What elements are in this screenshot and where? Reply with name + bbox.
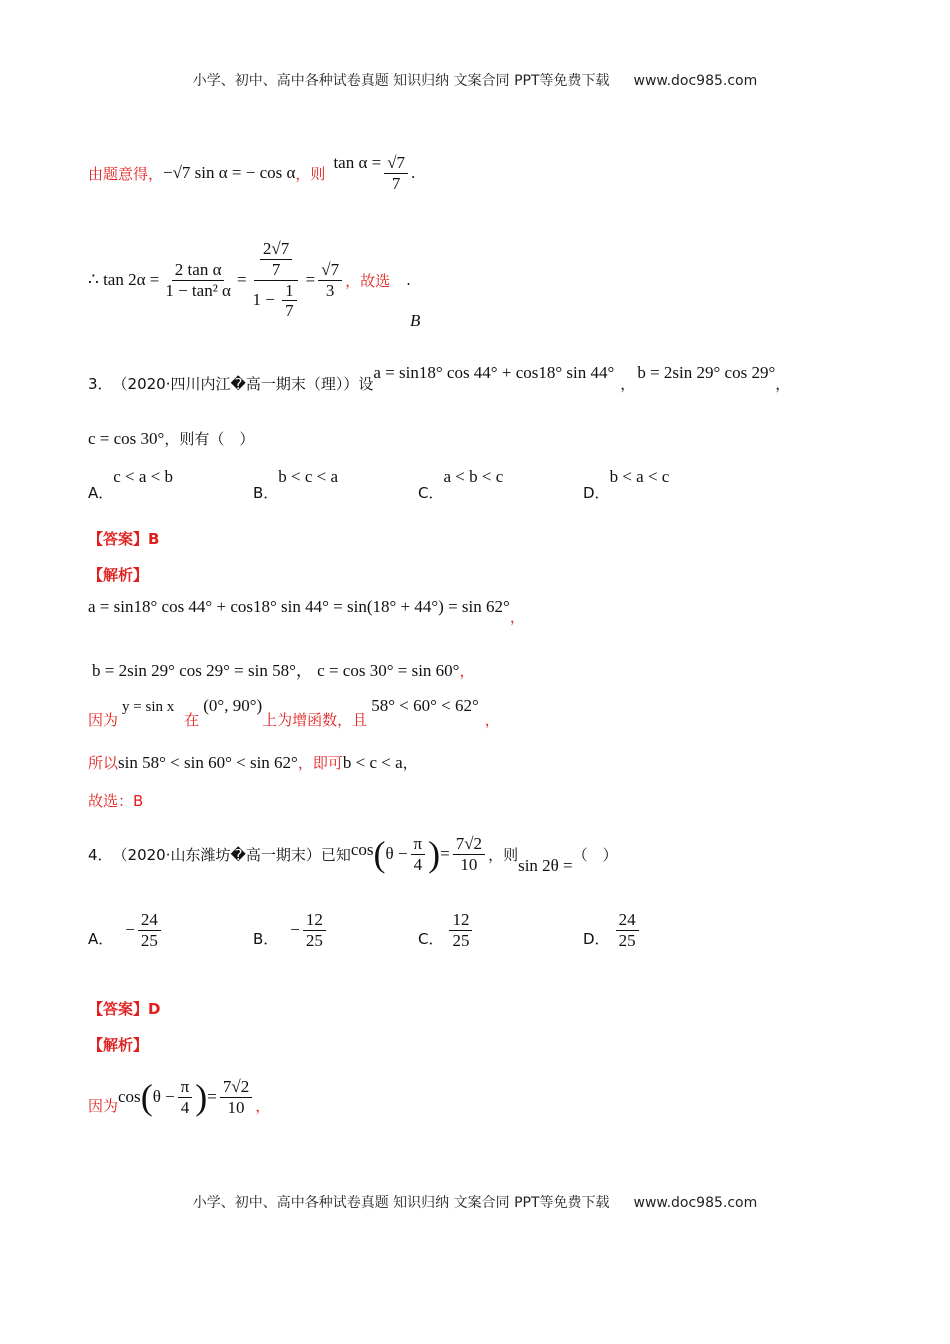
q3-step4 [88, 752, 418, 773]
q4-rhs-frac [453, 834, 485, 874]
q4-option-b[interactable] [253, 910, 329, 950]
q4-answer [88, 998, 160, 1019]
q3-answer [88, 528, 159, 549]
q3-stem-2 [88, 428, 254, 449]
q3-answer-value: B [148, 530, 160, 548]
sol2-frac-num: √7 [384, 153, 408, 174]
q4-step1-theta: θ − [152, 1087, 175, 1106]
sol2-answer: B [410, 311, 421, 330]
q4-option-d[interactable] [583, 910, 642, 950]
sol2-frac1-den: 1 − tan² α [165, 280, 231, 300]
q4-step1 [88, 1070, 270, 1124]
q3-step3 [88, 694, 500, 730]
q4-option-a[interactable] [88, 910, 164, 950]
q4-rhs-den: 10 [460, 854, 478, 874]
q3-option-b-label: B． [253, 484, 279, 502]
q3-source: （2020·四川内江�高一期末（理））设 [112, 374, 374, 393]
q4-step1-rhs-den: 10 [227, 1097, 245, 1117]
sol2-inner-den-den: 7 [285, 301, 294, 321]
q3-comma2: ， [775, 374, 791, 393]
q3-c-expr: c = cos 30° [88, 428, 165, 448]
sol2-inner-num-top: 2√7 [260, 239, 292, 260]
sol2-equation: −√7 sin α = − cos α [163, 163, 296, 182]
sol2-complex-den [250, 281, 303, 321]
sol2-tan: tan α = [333, 153, 382, 172]
q4-step1-eq: = [207, 1087, 217, 1106]
q4-option-c-den: 25 [452, 930, 470, 950]
q3-analysis-tag: 【解析】 [88, 566, 149, 584]
q3-step1-end: ， [509, 608, 525, 626]
q4-option-d-frac [616, 910, 639, 950]
q4-ask: sin 2θ = [518, 856, 573, 875]
q4-four: 4 [413, 854, 423, 874]
q3-step4-ineq: sin 58° < sin 60° < sin 62° [118, 752, 298, 772]
sol2-inner-den-num: 1 [282, 281, 297, 302]
q4-step1-rhs-frac [220, 1077, 252, 1117]
q3-option-c-expr: a < b < c [443, 467, 504, 486]
footer-site[interactable]: www.doc985.com [633, 1195, 758, 1211]
q3-option-a-label: A． [88, 484, 114, 502]
sol2-frac-den: 7 [391, 173, 401, 193]
q4-source: （2020·山东潍坊�高一期末）已知 [112, 845, 351, 864]
q4-option-c-frac [449, 910, 472, 950]
footer-text: 小学、初中、高中各种试卷真题 知识归纳 文案合同 PPT等免费下载 [192, 1195, 610, 1211]
q4-option-a-num: 24 [138, 910, 161, 931]
page-header [0, 70, 950, 90]
q4-paren-open: ( [373, 834, 386, 874]
q4-blank: （ ） [572, 845, 618, 864]
q4-option-a-label: A． [88, 929, 114, 948]
q4-cos: cos [350, 840, 374, 859]
q4-step1-paren-open: ( [140, 1077, 153, 1117]
q4-option-a-frac [138, 910, 161, 950]
q4-option-d-num: 24 [616, 910, 639, 931]
q3-option-d-expr: b < a < c [609, 467, 670, 486]
header-text: 小学、初中、高中各种试卷真题 知识归纳 文案合同 PPT等免费下载 [192, 73, 610, 89]
q4-step1-cos: cos [118, 1087, 141, 1106]
sol2-prefix: 由题意得， [88, 164, 164, 183]
q3-step3-interval: (0°, 90°) [203, 696, 263, 715]
q3-step2 [92, 656, 475, 681]
q3-step3-end: ， [484, 711, 500, 729]
q4-option-b-label: B． [253, 929, 279, 948]
sol2-dot: . [406, 271, 411, 289]
sol2-eq1: = [236, 270, 247, 289]
q3-step3-fn: y = sin x [122, 699, 175, 715]
q3-step1-expr: a = sin18° cos 44° + cos18° sin 44° = sin(18° + 44°) = sin 62° [88, 597, 510, 616]
sol2-complex-frac [250, 239, 303, 320]
q3-option-b-expr: b < c < a [278, 467, 339, 486]
q3-option-d-label: D． [583, 484, 610, 502]
sol2-frac1 [162, 260, 234, 300]
q4-analysis-tag: 【解析】 [88, 1036, 149, 1054]
sol2-eq2: = [305, 270, 316, 289]
q4-option-b-num: 12 [303, 910, 326, 931]
sol2-then: ，则 [295, 164, 326, 183]
q4-step1-rhs-num: 7√2 [220, 1077, 252, 1098]
page-footer [0, 1192, 950, 1212]
q3-b-expr: b = 2sin 29° cos 29° [637, 363, 776, 382]
sol2-line2 [88, 230, 411, 330]
q3-step3-a: 因为 [88, 711, 119, 729]
q3-option-b[interactable] [253, 466, 339, 502]
q4-pi-frac [411, 834, 426, 874]
q3-option-a-expr: c < a < b [113, 467, 174, 486]
q4-option-c-label: C． [418, 929, 444, 948]
q4-number: 4． [88, 845, 113, 864]
q4-step1-paren-close: ) [195, 1077, 208, 1117]
q4-then: ，则 [488, 845, 519, 864]
sol2-inner-num-bot: 7 [271, 259, 281, 279]
q4-option-b-frac [303, 910, 326, 950]
sol2-fraction [384, 153, 408, 193]
q3-step4-a: 所以 [88, 754, 119, 772]
sol2-select: ，故选 [345, 271, 391, 290]
q3-step2-expr: b = 2sin 29° cos 29° = sin 58°， c = cos 30° = sin 60° [92, 661, 460, 680]
q4-option-b-sign: − [290, 920, 300, 940]
q4-stem [88, 826, 618, 882]
q4-option-a-sign: − [125, 920, 135, 940]
q4-answer-tag: 【答案】 [88, 1000, 149, 1018]
q4-rhs-num: 7√2 [453, 834, 485, 855]
q3-c-tail: ，则有（ ） [164, 430, 255, 448]
q3-step4-end: ， [402, 754, 418, 772]
sol2-inner-num-frac [260, 239, 292, 279]
q3-step1 [88, 596, 525, 626]
q3-number: 3． [88, 374, 113, 393]
q4-theta: θ − [385, 844, 408, 863]
q4-option-a-den: 25 [140, 930, 158, 950]
q3-option-c[interactable] [418, 466, 504, 502]
q3-a-expr: a = sin18° cos 44° + cos18° sin 44° [373, 363, 615, 382]
sol2-inner-den-frac [282, 281, 297, 321]
sol2-frac1-num: 2 tan α [172, 260, 225, 281]
q4-paren-close: ) [428, 834, 441, 874]
q3-option-d[interactable] [583, 466, 670, 502]
q3-step3-c: 上为增函数，且 [262, 711, 368, 729]
header-site[interactable]: www.doc985.com [633, 73, 758, 89]
sol2-end: . [411, 163, 416, 182]
sol2-result-den: 3 [325, 280, 335, 300]
q3-step3-ineq: 58° < 60° < 62° [371, 696, 479, 715]
q3-step2-end: ， [459, 662, 475, 680]
sol2-result-num: √7 [318, 260, 342, 281]
q4-answer-value: D [148, 1000, 161, 1018]
q4-step1-pi-frac [178, 1077, 193, 1117]
q4-option-b-den: 25 [305, 930, 323, 950]
q4-option-d-den: 25 [618, 930, 636, 950]
q4-step1-end: ， [255, 1096, 271, 1115]
q3-comma1: ， [620, 374, 636, 393]
q4-pi: π [411, 834, 426, 855]
sol2-inner-den-a: 1 − [252, 289, 275, 309]
q3-option-c-label: C． [418, 484, 444, 502]
q3-answer-tag: 【答案】 [88, 530, 149, 548]
sol2-line1 [88, 150, 415, 196]
q4-option-c[interactable] [418, 910, 475, 950]
q3-option-a[interactable] [88, 466, 174, 502]
q4-step1-pi: π [178, 1077, 193, 1098]
q4-step1-four: 4 [180, 1097, 190, 1117]
q4-option-c-num: 12 [449, 910, 472, 931]
sol2-complex-num [254, 239, 298, 280]
sol2-therefore: ∴ tan 2α = [88, 270, 160, 289]
q4-eq: = [440, 844, 450, 863]
q3-step4-b: ，即可 [297, 754, 343, 772]
q3-step4-res: b < c < a [342, 752, 403, 772]
q3-stem [88, 363, 791, 400]
q3-step5: 故选：B [88, 792, 144, 810]
q3-step3-b: 在 [184, 711, 200, 729]
q4-option-d-label: D． [583, 929, 610, 948]
q4-step1-a: 因为 [88, 1096, 119, 1115]
sol2-result-frac [318, 260, 342, 300]
